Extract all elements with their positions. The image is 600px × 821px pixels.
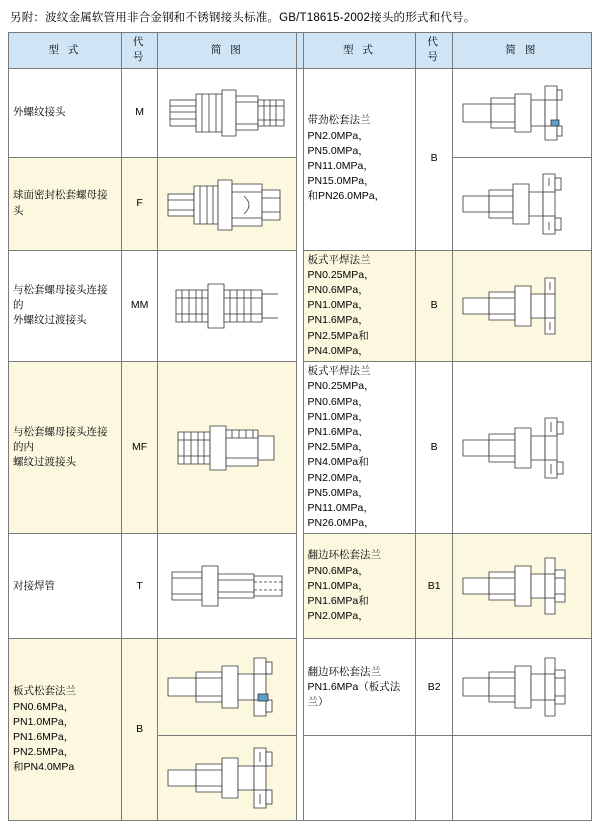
right-figure-0b xyxy=(452,157,591,250)
left-type-4: 对接焊管 xyxy=(9,534,122,639)
female-thread-transition-figure xyxy=(162,406,292,490)
table-row xyxy=(9,68,592,157)
right-code-4: B2 xyxy=(416,639,452,736)
left-code-4: T xyxy=(121,534,157,639)
left-figure-1 xyxy=(158,157,297,250)
right-figure-0a xyxy=(452,68,591,157)
header-type-right: 型 式 xyxy=(303,33,416,68)
fittings-table xyxy=(8,32,592,821)
left-type-0: 外螺纹接头 xyxy=(9,68,122,157)
left-figure-2 xyxy=(158,250,297,362)
plate-slip-on-flange-2-figure xyxy=(457,406,587,490)
ribbed-lap-joint-flange-figure xyxy=(457,76,587,150)
left-type-1: 球面密封松套螺母接头 xyxy=(9,157,122,250)
right-type-3: 翻边环松套法兰 PN0.6MPa，PN1.0MPa， PN1.6MPa和PN2.0MPa， xyxy=(303,534,416,639)
header-type-left: 型 式 xyxy=(9,33,122,68)
header-code-left: 代 号 xyxy=(121,33,157,68)
right-type-blank xyxy=(303,736,416,821)
left-code-0: M xyxy=(121,68,157,157)
left-type-3: 与松套螺母接头连接的内 螺纹过渡接头 xyxy=(9,362,122,534)
right-type-1: 板式平焊法兰 PN0.25MPa，PN0.6MPa， PN1.0MPa，PN1.6MPa， PN2.5MPa和PN4.0MPa， xyxy=(303,250,416,362)
right-type-4: 翻边环松套法兰 PN1.6MPa（板式法兰） xyxy=(303,639,416,736)
plate-lap-joint-flange-figure-2 xyxy=(162,738,292,818)
stub-end-lap-joint-flange-2-figure xyxy=(457,644,587,730)
right-code-0: B xyxy=(416,68,452,250)
right-figure-1 xyxy=(452,250,591,362)
page-caption: 另附：波纹金属软管用非合金钢和不锈钢接头标准。GB/T18615-2002接头的形式和代号。 xyxy=(10,12,476,24)
right-type-0: 带劲松套法兰 PN2.0MPa，PN5.0MPa， PN11.0MPa，PN15.0MPa， 和PN26.0MPa， xyxy=(303,68,416,250)
right-code-1: B xyxy=(416,250,452,362)
left-code-2: MM xyxy=(121,250,157,362)
left-code-1: F xyxy=(121,157,157,250)
plate-lap-joint-flange-figure xyxy=(162,641,292,733)
right-code-2: B xyxy=(416,362,452,534)
header-figure-left: 简 图 xyxy=(158,33,297,68)
left-figure-5a xyxy=(158,639,297,736)
left-figure-4 xyxy=(158,534,297,639)
butt-weld-pipe-figure xyxy=(162,542,292,630)
right-figure-3 xyxy=(452,534,591,639)
left-code-5: B xyxy=(121,639,157,821)
right-type-2: 板式平焊法兰 PN0.25MPa，PN0.6MPa， PN1.0MPa，PN1.6MPa、 PN2.5MPa，PN4.0MPa和 PN2.0MPa，PN5.0MPa， PN11.0MPa，PN26.0MPa， xyxy=(303,362,416,534)
left-type-5: 板式松套法兰 PN0.6MPa，PN1.0MPa， PN1.6MPa，PN2.5MPa， 和PN4.0MPa xyxy=(9,639,122,821)
plate-slip-on-flange-figure xyxy=(457,268,587,344)
right-code-3: B1 xyxy=(416,534,452,639)
left-figure-5b xyxy=(158,736,297,821)
right-figure-2 xyxy=(452,362,591,534)
male-thread-fitting-figure xyxy=(162,76,292,150)
right-figure-4 xyxy=(452,639,591,736)
stub-end-lap-joint-flange-figure xyxy=(457,542,587,630)
right-code-blank xyxy=(416,736,452,821)
header-figure-right: 简 图 xyxy=(452,33,591,68)
right-figure-blank xyxy=(452,736,591,821)
male-thread-transition-figure xyxy=(162,268,292,344)
left-code-3: MF xyxy=(121,362,157,534)
left-figure-3 xyxy=(158,362,297,534)
spherical-seal-union-nut-figure xyxy=(162,166,292,242)
table-header-row xyxy=(9,33,592,68)
header-code-right: 代 号 xyxy=(416,33,452,68)
ribbed-lap-joint-flange-figure-2 xyxy=(457,166,587,242)
left-figure-0 xyxy=(158,68,297,157)
left-type-2: 与松套螺母接头连接的 外螺纹过渡接头 xyxy=(9,250,122,362)
